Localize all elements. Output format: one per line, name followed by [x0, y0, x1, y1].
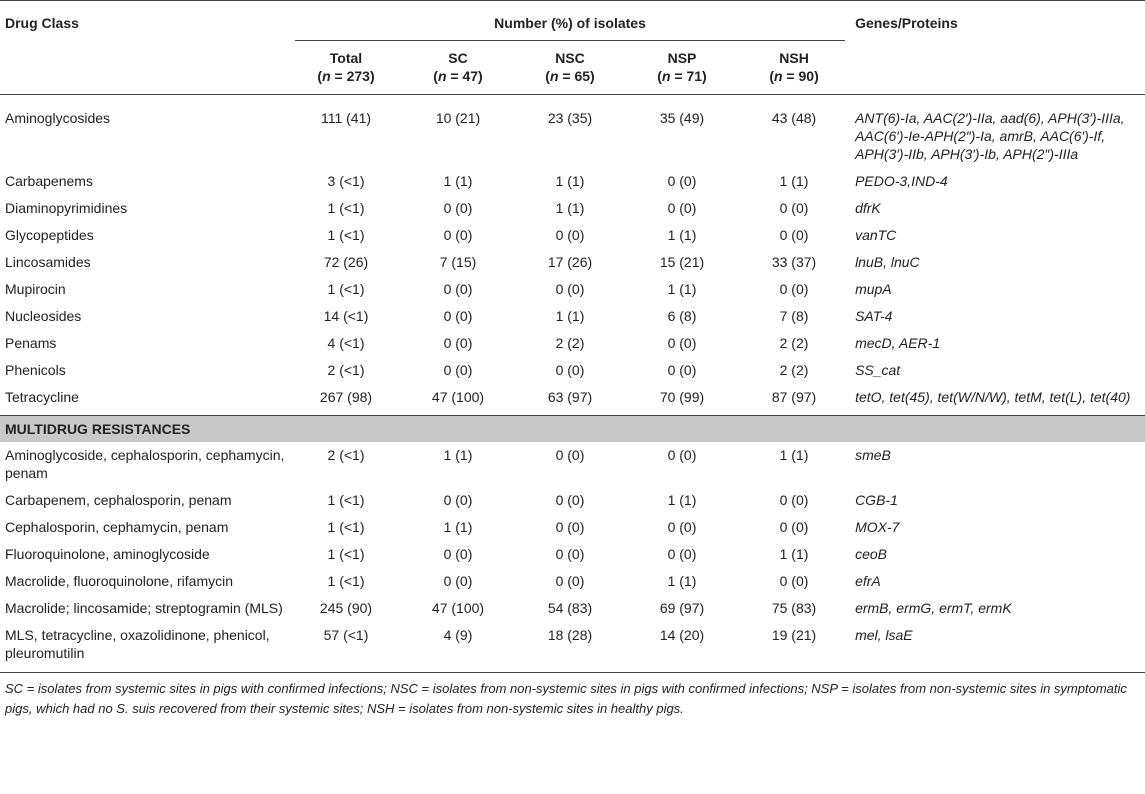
- drug-class-cell: Penams: [5, 335, 57, 351]
- genes-cell: SS_cat: [855, 362, 901, 378]
- table-row: [0, 199, 1145, 226]
- col-header-name: NSC: [555, 50, 585, 66]
- section-row: [0, 416, 1145, 443]
- total-cell: 2 (<1): [327, 362, 365, 378]
- col-header-name: Total: [329, 50, 363, 66]
- drug-class-cell: Carbapenems: [5, 173, 93, 189]
- genes-cell: efrA: [855, 573, 881, 589]
- table-row: [0, 226, 1145, 253]
- multidrug-rows: [0, 416, 1145, 673]
- drug-class-cell: Macrolide, fluoroquinolone, rifamycin: [5, 573, 233, 589]
- sc-cell: 0 (0): [443, 200, 473, 216]
- table-row: [0, 253, 1145, 280]
- genes-cell: mel, lsaE: [850, 626, 1145, 673]
- group-underline: [295, 40, 845, 41]
- col-header-count: (n = 65): [545, 68, 595, 84]
- section-title: MULTIDRUG RESISTANCES: [0, 416, 1145, 443]
- sc-cell: 0 (0): [443, 335, 473, 351]
- total-cell: 1 (<1): [327, 546, 365, 562]
- sc-cell: 1 (1): [443, 519, 473, 535]
- nsh-cell: 1 (1): [779, 447, 809, 463]
- nsp-cell: 69 (97): [659, 600, 705, 616]
- nsp-cell: 0 (0): [667, 335, 697, 351]
- total-cell: 111 (41): [320, 110, 372, 126]
- total-cell: 1 (<1): [327, 227, 365, 243]
- total-cell: 1 (<1): [327, 200, 365, 216]
- nsp-cell: 1 (1): [667, 227, 697, 243]
- total-cell: 3 (<1): [327, 173, 365, 189]
- nsc-cell: 0 (0): [555, 227, 585, 243]
- nsp-cell: 0 (0): [667, 447, 697, 463]
- nsc-cell: 0 (0): [555, 362, 585, 378]
- nsp-cell: 1 (1): [667, 573, 697, 589]
- genes-cell: smeB: [855, 447, 891, 463]
- drug-class-cell: Cephalosporin, cephamycin, penam: [5, 519, 229, 535]
- nsp-cell: 35 (49): [659, 110, 705, 126]
- total-cell: 1 (<1): [327, 573, 365, 589]
- genes-cell: ceoB: [855, 546, 887, 562]
- table-footnote: SC = isolates from systemic sites in pigs with confirmed infections; NSC = isolates from non-systemic sites in pigs with confirmed infections; NSP = isolates from non-systemic sites in symptomatic pigs, which had no S. suis recovered from their systemic sites; NSH = isolates from non-systemic sites in healthy pigs.: [5, 681, 1127, 716]
- genes-cell: mecD, AER-1: [855, 335, 941, 351]
- sc-cell: 7 (15): [439, 254, 477, 270]
- nsp-cell: 0 (0): [667, 546, 697, 562]
- nsc-cell: 0 (0): [555, 281, 585, 297]
- nsc-cell: 0 (0): [555, 447, 585, 463]
- table-row: [0, 172, 1145, 199]
- genes-cell: ANT(6)-Ia, AAC(2′)-IIa, aad(6), APH(3′)-IIIa, AAC(6′)-Ie-APH(2″)-Ia, amrB, AAC(6′)-If, APH(3′)-IIb, APH(3′)-Ib, APH(2″)-IIIa: [855, 110, 1125, 162]
- table-row: [0, 361, 1145, 388]
- sc-cell: 47 (100): [431, 389, 485, 405]
- nsh-cell: 0 (0): [779, 492, 809, 508]
- table-row: [0, 307, 1145, 334]
- nsp-cell: 14 (20): [626, 626, 738, 673]
- nsh-cell: 1 (1): [779, 173, 809, 189]
- genes-header: Genes/Proteins: [850, 1, 1145, 50]
- table-row: [0, 280, 1145, 307]
- nsp-cell: 0 (0): [667, 362, 697, 378]
- genes-cell: lnuB, lnuC: [855, 254, 920, 270]
- nsc-cell: 17 (26): [547, 254, 593, 270]
- col-header: [402, 49, 514, 95]
- nsh-cell: 2 (2): [779, 362, 809, 378]
- total-cell: 4 (<1): [327, 335, 365, 351]
- total-cell: 1 (<1): [327, 519, 365, 535]
- col-header: [290, 49, 402, 95]
- col-header-count: (n = 71): [657, 68, 707, 84]
- drug-class-cell: Tetracycline: [5, 389, 79, 405]
- col-header-count: (n = 90): [769, 68, 819, 84]
- genes-cell: ermB, ermG, ermT, ermK: [855, 600, 1012, 616]
- sc-cell: 1 (1): [443, 447, 473, 463]
- nsc-cell: 0 (0): [555, 519, 585, 535]
- isolates-group-label: Number (%) of isolates: [494, 15, 646, 31]
- drug-class-header: Drug Class: [0, 1, 290, 50]
- nsc-cell: 1 (1): [555, 200, 585, 216]
- isolates-group-header: [290, 1, 850, 50]
- nsc-cell: 2 (2): [555, 335, 585, 351]
- col-header: [514, 49, 626, 95]
- table-row: [0, 442, 1145, 491]
- drug-class-cell: Carbapenem, cephalosporin, penam: [5, 492, 232, 508]
- single-class-rows: [0, 95, 1145, 416]
- nsp-cell: 0 (0): [667, 173, 697, 189]
- genes-cell: mupA: [855, 281, 892, 297]
- genes-cell: tetO, tet(45), tet(W/N/W), tetM, tet(L), tet(40): [855, 389, 1131, 405]
- nsc-cell: 18 (28): [514, 626, 626, 673]
- total-cell: 14 (<1): [323, 308, 369, 324]
- nsh-cell: 19 (21): [738, 626, 850, 673]
- genes-cell: dfrK: [855, 200, 881, 216]
- drug-class-cell: Macrolide; lincosamide; streptogramin (MLS): [5, 600, 283, 616]
- total-cell: 1 (<1): [327, 281, 365, 297]
- drug-class-cell: Mupirocin: [5, 281, 66, 297]
- genes-cell: vanTC: [855, 227, 897, 243]
- sc-cell: 0 (0): [443, 227, 473, 243]
- header-row-columns: [0, 49, 1145, 95]
- sc-cell: 4 (9): [402, 626, 514, 673]
- total-cell: 245 (90): [319, 600, 373, 616]
- nsh-cell: 87 (97): [771, 389, 817, 405]
- table-row: [0, 518, 1145, 545]
- nsc-cell: 63 (97): [547, 389, 593, 405]
- table-row: [0, 626, 1145, 673]
- nsh-cell: 1 (1): [779, 546, 809, 562]
- sc-cell: 0 (0): [443, 492, 473, 508]
- sc-cell: 0 (0): [443, 573, 473, 589]
- nsc-cell: 1 (1): [555, 308, 585, 324]
- genes-cell: SAT-4: [855, 308, 893, 324]
- total-cell: 57 (<1): [290, 626, 402, 673]
- table-row: [0, 491, 1145, 518]
- nsh-cell: 0 (0): [779, 281, 809, 297]
- nsh-cell: 0 (0): [779, 519, 809, 535]
- header-row-top: [0, 1, 1145, 50]
- drug-class-cell: Lincosamides: [5, 254, 91, 270]
- nsp-cell: 0 (0): [667, 519, 697, 535]
- total-cell: 1 (<1): [327, 492, 365, 508]
- table-row: [0, 95, 1145, 173]
- col-header: [626, 49, 738, 95]
- nsp-cell: 70 (99): [659, 389, 705, 405]
- col-header-name: NSH: [779, 50, 809, 66]
- nsp-cell: 6 (8): [667, 308, 697, 324]
- table-row: [0, 334, 1145, 361]
- drug-class-cell: Aminoglycoside, cephalosporin, cephamycin, penam: [5, 447, 285, 481]
- nsh-cell: 0 (0): [779, 227, 809, 243]
- table-row: [0, 599, 1145, 626]
- sc-cell: 1 (1): [443, 173, 473, 189]
- genes-cell: PEDO-3,IND-4: [855, 173, 948, 189]
- nsh-cell: 43 (48): [771, 110, 817, 126]
- nsh-cell: 33 (37): [771, 254, 817, 270]
- table-row: [0, 545, 1145, 572]
- nsh-cell: 7 (8): [779, 308, 809, 324]
- table-row: [0, 572, 1145, 599]
- sc-cell: 0 (0): [443, 281, 473, 297]
- genes-cell: CGB-1: [855, 492, 898, 508]
- drug-class-cell: Diaminopyrimidines: [5, 200, 128, 216]
- nsp-cell: 1 (1): [667, 492, 697, 508]
- sc-cell: 10 (21): [435, 110, 481, 126]
- sc-cell: 47 (100): [431, 600, 485, 616]
- drug-class-cell: Glycopeptides: [5, 227, 94, 243]
- drug-class-cell: Phenicols: [5, 362, 66, 378]
- col-header-name: NSP: [667, 50, 697, 66]
- nsc-cell: 0 (0): [555, 492, 585, 508]
- nsp-cell: 15 (21): [659, 254, 705, 270]
- nsc-cell: 54 (83): [547, 600, 593, 616]
- genes-cell: MOX-7: [855, 519, 900, 535]
- nsc-cell: 0 (0): [555, 546, 585, 562]
- col-header-count: (n = 47): [433, 68, 483, 84]
- sc-cell: 0 (0): [443, 546, 473, 562]
- col-header-count: (n = 273): [317, 68, 375, 84]
- nsc-cell: 1 (1): [555, 173, 585, 189]
- nsh-cell: 0 (0): [779, 200, 809, 216]
- drug-class-cell: MLS, tetracycline, oxazolidinone, phenicol, pleuromutilin: [0, 626, 290, 673]
- nsp-cell: 1 (1): [667, 281, 697, 297]
- drug-class-cell: Aminoglycosides: [5, 110, 111, 126]
- sc-cell: 0 (0): [443, 362, 473, 378]
- nsc-cell: 0 (0): [555, 573, 585, 589]
- nsc-cell: 23 (35): [547, 110, 593, 126]
- nsh-cell: 2 (2): [779, 335, 809, 351]
- total-cell: 2 (<1): [327, 447, 365, 463]
- col-header-name: SC: [448, 50, 468, 66]
- nsp-cell: 0 (0): [667, 200, 697, 216]
- nsh-cell: 75 (83): [771, 600, 817, 616]
- table-row: [0, 388, 1145, 416]
- col-header: [738, 49, 850, 95]
- drug-class-cell: Nucleosides: [5, 308, 82, 324]
- sc-cell: 0 (0): [443, 308, 473, 324]
- total-cell: 72 (26): [323, 254, 369, 270]
- nsh-cell: 0 (0): [779, 573, 809, 589]
- drug-class-cell: Fluoroquinolone, aminoglycoside: [5, 546, 210, 562]
- total-cell: 267 (98): [319, 389, 373, 405]
